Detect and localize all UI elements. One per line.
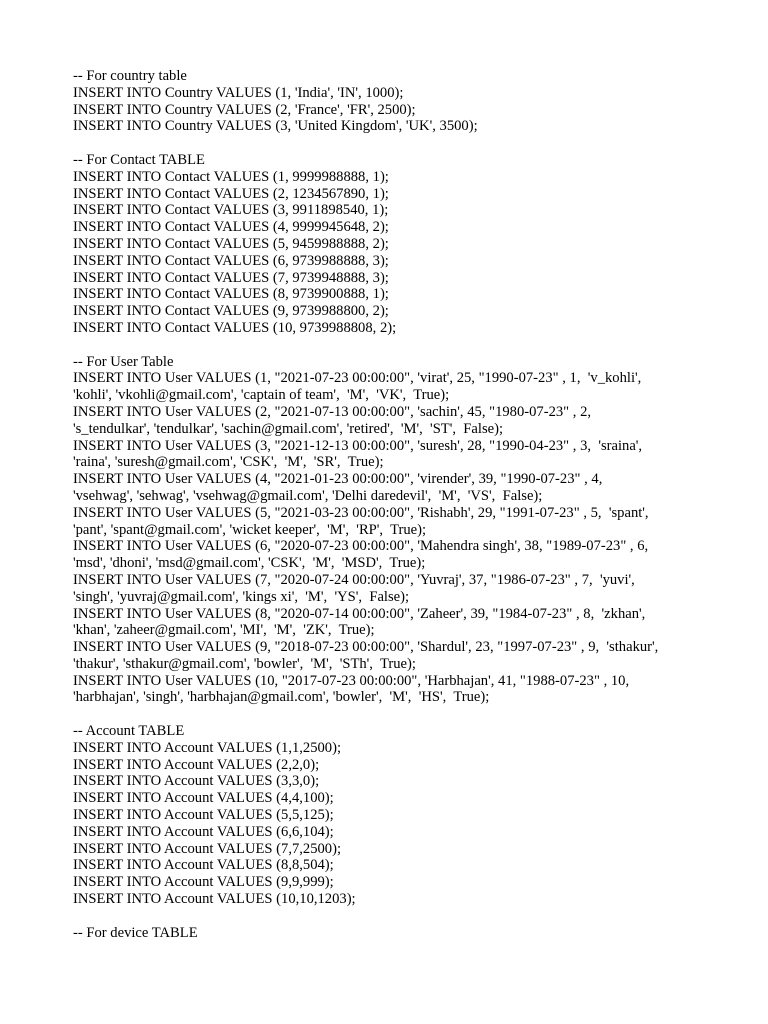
sql-statement-line: INSERT INTO Contact VALUES (8, 9739900888, 1);	[73, 286, 389, 303]
sql-statement-line: 'msd', 'dhoni', 'msd@gmail.com', 'CSK', 'M', 'MSD', True);	[73, 555, 426, 572]
sql-statement-line: INSERT INTO User VALUES (10, "2017-07-23 00:00:00", 'Harbhajan', 41, "1988-07-23" , 10,	[73, 672, 630, 689]
sql-statement-line: INSERT INTO User VALUES (4, "2021-01-23 00:00:00", 'virender', 39, "1990-07-23" , 4,	[73, 471, 603, 488]
sql-statement-line: INSERT INTO Contact VALUES (7, 9739948888, 3);	[73, 269, 389, 286]
sql-statement-line: INSERT INTO User VALUES (8, "2020-07-14 00:00:00", 'Zaheer', 39, "1984-07-23" , 8, 'zkhan',	[73, 605, 646, 622]
sql-statement-line: 'harbhajan', 'singh', 'harbhajan@gmail.com', 'bowler', 'M', 'HS', True);	[73, 689, 490, 706]
blank-line	[73, 706, 733, 723]
sql-section	[73, 723, 733, 908]
sql-statement-line: 'thakur', 'sthakur@gmail.com', 'bowler', 'M', 'STh', True);	[73, 655, 416, 672]
section-comment-line: -- For Contact TABLE	[73, 151, 205, 168]
sql-statement-line: INSERT INTO Account VALUES (10,10,1203);	[73, 891, 356, 908]
sql-statement-line: INSERT INTO User VALUES (7, "2020-07-24 00:00:00", 'Yuvraj', 37, "1986-07-23" , 7, 'yuvi',	[73, 571, 635, 588]
sql-statement-line: 's_tendulkar', 'tendulkar', 'sachin@gmail.com', 'retired', 'M', 'ST', False);	[73, 420, 504, 437]
sql-section	[73, 354, 733, 707]
sql-statement-line: INSERT INTO Country VALUES (3, 'United Kingdom', 'UK', 3500);	[73, 118, 478, 135]
sql-statement-line: INSERT INTO Contact VALUES (5, 9459988888, 2);	[73, 235, 389, 252]
sql-statement-line: INSERT INTO Contact VALUES (3, 9911898540, 1);	[73, 202, 389, 219]
sql-statement-line: INSERT INTO Account VALUES (5,5,125);	[73, 807, 334, 824]
sql-statement-line: 'khan', 'zaheer@gmail.com', 'MI', 'M', 'ZK', True);	[73, 622, 375, 639]
section-comment-line: -- For User Table	[73, 353, 174, 370]
section-comment-line: -- Account TABLE	[73, 723, 185, 740]
sql-statement-line: 'singh', 'yuvraj@gmail.com', 'kings xi', 'M', 'YS', False);	[73, 588, 410, 605]
sql-statement-line: INSERT INTO User VALUES (6, "2020-07-23 00:00:00", 'Mahendra singh', 38, "1989-07-23" , 6,	[73, 538, 649, 555]
blank-line	[73, 135, 733, 152]
section-comment-line: -- For country table	[73, 68, 187, 84]
blank-line	[73, 908, 733, 925]
sql-statement-line: INSERT INTO Account VALUES (7,7,2500);	[73, 840, 342, 857]
sql-statement-line: INSERT INTO Contact VALUES (6, 9739988888, 3);	[73, 252, 389, 269]
sql-statement-line: INSERT INTO Contact VALUES (4, 9999945648, 2);	[73, 219, 389, 236]
sql-statement-line: INSERT INTO Account VALUES (9,9,999);	[73, 874, 334, 891]
sql-statement-line: INSERT INTO User VALUES (2, "2021-07-13 00:00:00", 'sachin', 45, "1980-07-23" , 2,	[73, 403, 592, 420]
sql-statement-line: INSERT INTO Contact VALUES (1, 9999988888, 1);	[73, 168, 389, 185]
sql-statement-line: INSERT INTO User VALUES (5, "2021-03-23 00:00:00", 'Rishabh', 29, "1991-07-23" , 5, 'spant',	[73, 504, 649, 521]
sql-statement-line: INSERT INTO User VALUES (1, "2021-07-23 00:00:00", 'virat', 25, "1990-07-23" , 1, 'v_kohli',	[73, 370, 642, 387]
blank-line	[73, 337, 733, 354]
sql-statement-line: INSERT INTO Account VALUES (1,1,2500);	[73, 739, 342, 756]
sql-statement-line: INSERT INTO Contact VALUES (9, 9739988800, 2);	[73, 303, 389, 320]
sql-statement-line: INSERT INTO User VALUES (9, "2018-07-23 00:00:00", 'Shardul', 23, "1997-07-23" , 9, 'sthakur',	[73, 639, 659, 656]
sql-statement-line: INSERT INTO Account VALUES (8,8,504);	[73, 857, 334, 874]
sql-statement-line: INSERT INTO Country VALUES (1, 'India', 'IN', 1000);	[73, 84, 404, 101]
sql-section	[73, 925, 733, 942]
sql-statement-line: 'pant', 'spant@gmail.com', 'wicket keeper', 'M', 'RP', True);	[73, 521, 427, 538]
sql-statement-line: INSERT INTO Contact VALUES (2, 1234567890, 1);	[73, 185, 389, 202]
sql-statement-line: 'kohli', 'vkohli@gmail.com', 'captain of team', 'M', 'VK', True);	[73, 387, 450, 404]
sql-statement-line: INSERT INTO Account VALUES (6,6,104);	[73, 823, 334, 840]
document-page	[73, 68, 733, 941]
sql-statement-line: 'vsehwag', 'sehwag', 'vsehwag@gmail.com', 'Delhi daredevil', 'M', 'VS', False);	[73, 487, 543, 504]
sql-statement-line: 'raina', 'suresh@gmail.com', 'CSK', 'M', 'SR', True);	[73, 454, 384, 471]
sql-section	[73, 152, 733, 337]
sql-statement-line: INSERT INTO Contact VALUES (10, 9739988808, 2);	[73, 319, 397, 336]
sql-statement-line: INSERT INTO Account VALUES (3,3,0);	[73, 773, 320, 790]
sql-statement-line: INSERT INTO User VALUES (3, "2021-12-13 00:00:00", 'suresh', 28, "1990-04-23" , 3, 'sraina',	[73, 437, 643, 454]
section-comment-line: -- For device TABLE	[73, 924, 198, 941]
sql-statement-line: INSERT INTO Account VALUES (4,4,100);	[73, 790, 334, 807]
sql-section	[73, 68, 733, 135]
sql-statement-line: INSERT INTO Account VALUES (2,2,0);	[73, 756, 320, 773]
sql-statement-line: INSERT INTO Country VALUES (2, 'France', 'FR', 2500);	[73, 101, 416, 118]
